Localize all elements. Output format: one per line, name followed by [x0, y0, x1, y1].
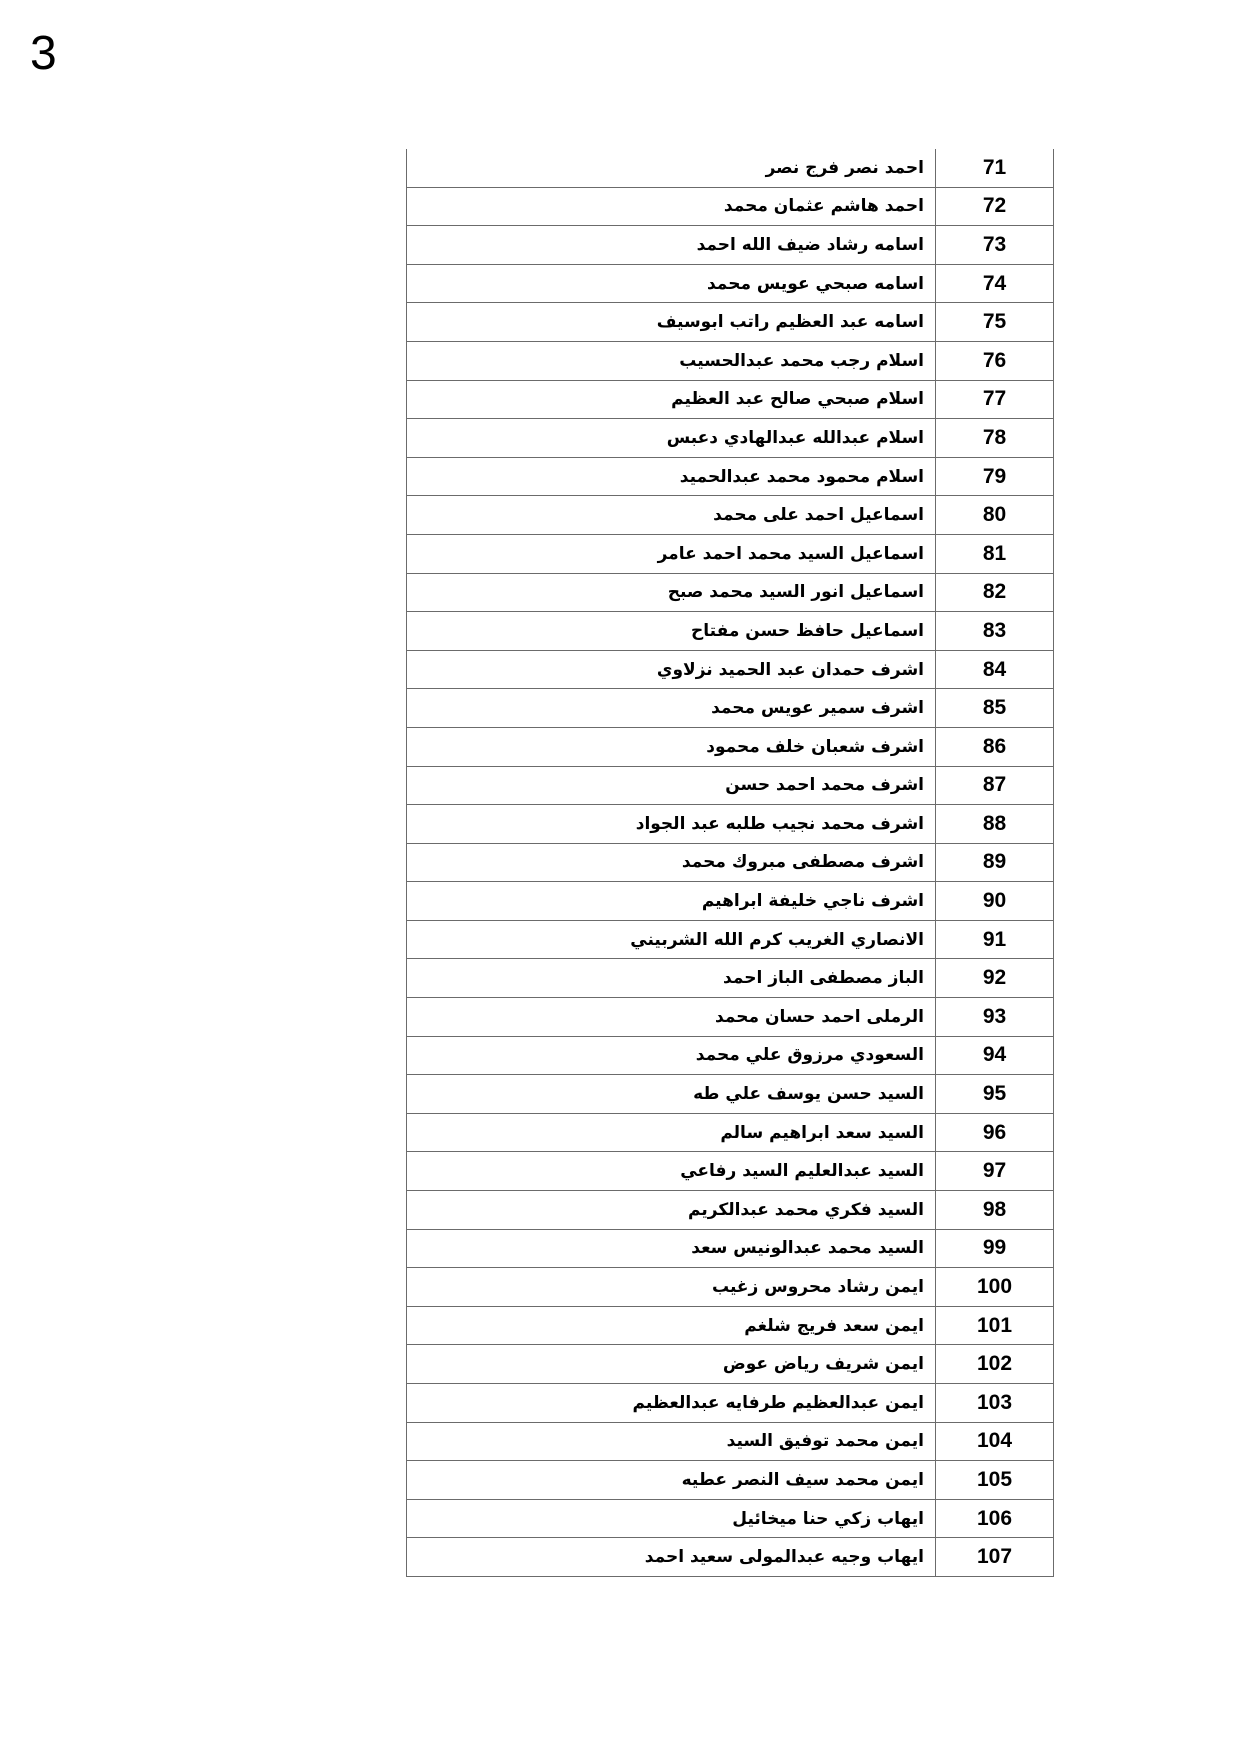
table-row: [407, 496, 1054, 535]
person-name: احمد نصر فرج نصر: [407, 149, 936, 187]
table-row: [407, 689, 1054, 728]
row-number: 72: [936, 187, 1054, 226]
table-row: [407, 303, 1054, 342]
person-name: اشرف محمد احمد حسن: [407, 766, 936, 805]
table-row: [407, 419, 1054, 458]
person-name: اشرف محمد نجيب طلبه عبد الجواد: [407, 805, 936, 844]
table-row: [407, 650, 1054, 689]
person-name: اسامه رشاد ضيف الله احمد: [407, 226, 936, 265]
table-row: [407, 534, 1054, 573]
person-name: السيد عبدالعليم السيد رفاعي: [407, 1152, 936, 1191]
table-row: [407, 457, 1054, 496]
row-number: 85: [936, 689, 1054, 728]
table-row: [407, 1422, 1054, 1461]
row-number: 96: [936, 1113, 1054, 1152]
row-number: 84: [936, 650, 1054, 689]
row-number: 78: [936, 419, 1054, 458]
row-number: 86: [936, 727, 1054, 766]
person-name: اسلام صبحي صالح عبد العظيم: [407, 380, 936, 419]
person-name: اشرف ناجي خليفة ابراهيم: [407, 882, 936, 921]
row-number: 71: [936, 149, 1054, 187]
person-name: السيد فكري محمد عبدالكريم: [407, 1191, 936, 1230]
table-row: [407, 573, 1054, 612]
row-number: 104: [936, 1422, 1054, 1461]
table-row: [407, 341, 1054, 380]
person-name: اشرف سمير عويس محمد: [407, 689, 936, 728]
table-row: [407, 843, 1054, 882]
row-number: 106: [936, 1499, 1054, 1538]
row-number: 83: [936, 612, 1054, 651]
row-number: 73: [936, 226, 1054, 265]
person-name: السيد حسن يوسف علي طه: [407, 1075, 936, 1114]
row-number: 98: [936, 1191, 1054, 1230]
table-row: [407, 1152, 1054, 1191]
person-name: اشرف مصطفى مبروك محمد: [407, 843, 936, 882]
row-number: 81: [936, 534, 1054, 573]
row-number: 97: [936, 1152, 1054, 1191]
table-row: [407, 1229, 1054, 1268]
table-row: [407, 1384, 1054, 1423]
row-number: 94: [936, 1036, 1054, 1075]
table-row: [407, 1113, 1054, 1152]
row-number: 92: [936, 959, 1054, 998]
row-number: 102: [936, 1345, 1054, 1384]
table-row: [407, 264, 1054, 303]
table-row: [407, 920, 1054, 959]
row-number: 82: [936, 573, 1054, 612]
row-number: 76: [936, 341, 1054, 380]
person-name: اسلام محمود محمد عبدالحميد: [407, 457, 936, 496]
person-name: اسلام رجب محمد عبدالحسيب: [407, 341, 936, 380]
table-row: [407, 612, 1054, 651]
person-name: اسامه عبد العظيم راتب ابوسيف: [407, 303, 936, 342]
person-name: ايمن رشاد محروس زغيب: [407, 1268, 936, 1307]
row-number: 79: [936, 457, 1054, 496]
row-number: 95: [936, 1075, 1054, 1114]
names-table: [406, 149, 1054, 1577]
person-name: احمد هاشم عثمان محمد: [407, 187, 936, 226]
table-row: [407, 1461, 1054, 1500]
row-number: 77: [936, 380, 1054, 419]
row-number: 89: [936, 843, 1054, 882]
table-row: [407, 1075, 1054, 1114]
person-name: اسلام عبدالله عبدالهادي دعبس: [407, 419, 936, 458]
table-row: [407, 805, 1054, 844]
row-number: 91: [936, 920, 1054, 959]
person-name: الباز مصطفى الباز احمد: [407, 959, 936, 998]
person-name: اسماعيل احمد على محمد: [407, 496, 936, 535]
person-name: ايهاب وجيه عبدالمولى سعيد احمد: [407, 1538, 936, 1577]
row-number: 105: [936, 1461, 1054, 1500]
page-number: 3: [30, 27, 57, 80]
row-number: 80: [936, 496, 1054, 535]
person-name: اسماعيل انور السيد محمد صبح: [407, 573, 936, 612]
person-name: الانصاري الغريب كرم الله الشربيني: [407, 920, 936, 959]
table-row: [407, 1499, 1054, 1538]
table-row: [407, 766, 1054, 805]
row-number: 99: [936, 1229, 1054, 1268]
row-number: 87: [936, 766, 1054, 805]
person-name: ايمن عبدالعظيم طرفايه عبدالعظيم: [407, 1384, 936, 1423]
table-row: [407, 1306, 1054, 1345]
table-row: [407, 1538, 1054, 1577]
row-number: 100: [936, 1268, 1054, 1307]
person-name: السيد سعد ابراهيم سالم: [407, 1113, 936, 1152]
table-row: [407, 226, 1054, 265]
table-row: [407, 187, 1054, 226]
person-name: الرملى احمد حسان محمد: [407, 998, 936, 1037]
table-row: [407, 959, 1054, 998]
table-row: [407, 1345, 1054, 1384]
person-name: اشرف حمدان عبد الحميد نزلاوي: [407, 650, 936, 689]
row-number: 103: [936, 1384, 1054, 1423]
person-name: السعودي مرزوق علي محمد: [407, 1036, 936, 1075]
row-number: 74: [936, 264, 1054, 303]
person-name: اسماعيل السيد محمد احمد عامر: [407, 534, 936, 573]
row-number: 90: [936, 882, 1054, 921]
row-number: 75: [936, 303, 1054, 342]
person-name: ايمن شريف رياض عوض: [407, 1345, 936, 1384]
row-number: 107: [936, 1538, 1054, 1577]
row-number: 93: [936, 998, 1054, 1037]
table-row: [407, 727, 1054, 766]
person-name: السيد محمد عبدالونيس سعد: [407, 1229, 936, 1268]
table-row: [407, 1191, 1054, 1230]
table-row: [407, 882, 1054, 921]
table-row: [407, 998, 1054, 1037]
row-number: 101: [936, 1306, 1054, 1345]
table-row: [407, 1268, 1054, 1307]
table-row: [407, 1036, 1054, 1075]
names-table-body: [407, 149, 1054, 1576]
person-name: اشرف شعبان خلف محمود: [407, 727, 936, 766]
person-name: اسماعيل حافظ حسن مفتاح: [407, 612, 936, 651]
person-name: ايمن محمد توفيق السيد: [407, 1422, 936, 1461]
person-name: اسامه صبحي عويس محمد: [407, 264, 936, 303]
person-name: ايمن سعد فريج شلغم: [407, 1306, 936, 1345]
person-name: ايهاب زكي حنا ميخائيل: [407, 1499, 936, 1538]
table-row: [407, 380, 1054, 419]
table-row: [407, 149, 1054, 187]
person-name: ايمن محمد سيف النصر عطيه: [407, 1461, 936, 1500]
row-number: 88: [936, 805, 1054, 844]
